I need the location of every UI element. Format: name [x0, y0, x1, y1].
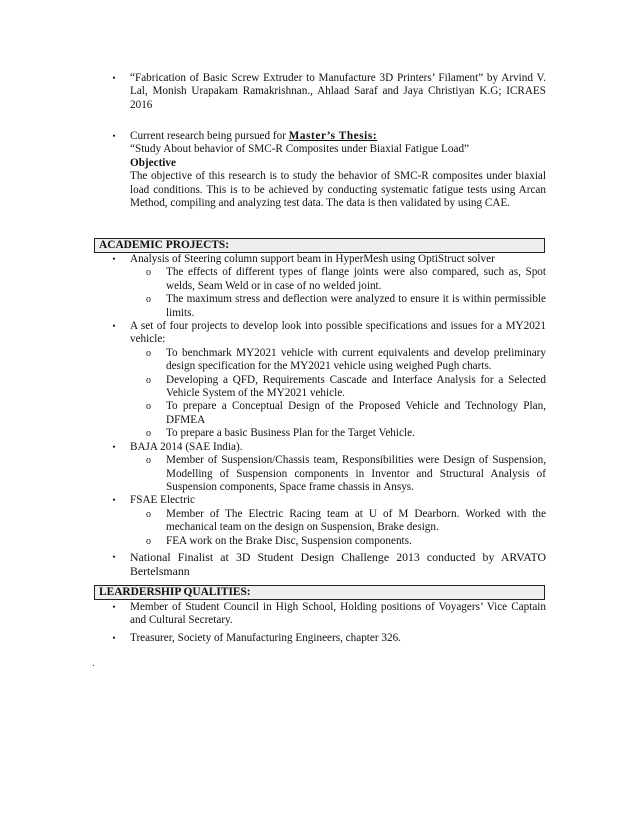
list-item	[94, 253, 546, 266]
project-text: A set of four projects to develop look into possible specifications and issues for a MY2021 vehicle:	[130, 320, 546, 346]
publication-block	[94, 72, 546, 112]
thesis-block	[94, 130, 546, 210]
sub-item-text: To prepare a basic Business Plan for the Target Vehicle.	[166, 427, 415, 440]
list-item	[94, 601, 546, 628]
sub-list-item	[94, 347, 546, 374]
sub-item-text: The maximum stress and deflection were analyzed to ensure it is within permissible limits.	[166, 293, 546, 319]
bullet-icon: •	[112, 441, 116, 452]
section-heading-academic-projects: ACADEMIC PROJECTS:	[94, 238, 545, 253]
bullet-icon: •	[112, 551, 116, 562]
circle-bullet-icon: o	[146, 508, 151, 520]
circle-bullet-icon: o	[146, 535, 151, 547]
list-item	[94, 632, 546, 645]
sub-item-text: Member of Suspension/Chassis team, Responsibilities were Design of Suspension, Modelling of Suspension components in Inventor and Structural Analysis of Suspension components, Space frame chassis in Ansys.	[166, 454, 546, 493]
section-heading-leadership: LEARDERSHIP QUALITIES:	[94, 585, 545, 600]
project-text: FSAE Electric	[130, 494, 195, 507]
sub-list-item	[94, 454, 546, 494]
sub-item-text: Developing a QFD, Requirements Cascade and Interface Analysis for a Selected Vehicle System of the MY2021 vehicle.	[166, 373, 546, 400]
bullet-icon: •	[112, 254, 116, 264]
bullet-icon: •	[112, 602, 116, 612]
thesis-title: “Study About behavior of SMC-R Composites under Biaxial Fatigue Load”	[130, 143, 470, 156]
list-item	[94, 550, 546, 579]
circle-bullet-icon: o	[146, 401, 151, 413]
sub-item-text: To prepare a Conceptual Design of the Proposed Vehicle and Technology Plan, DFMEA	[166, 400, 546, 426]
sub-item-text: Member of The Electric Racing team at U of M Dearborn. Worked with the mechanical team on the design on Suspension, Brake design.	[166, 507, 546, 534]
bullet-icon: •	[112, 495, 116, 506]
sub-item-text: FEA work on the Brake Disc, Suspension components.	[166, 534, 412, 547]
thesis-intro: Current research being pursued for	[130, 130, 286, 142]
sub-item-text: The effects of different types of flange joints were also compared, such as, Spot welds, Seam Weld or in case of no welded joint.	[166, 266, 546, 292]
list-item	[94, 320, 546, 347]
objective-heading: Objective	[130, 156, 176, 169]
circle-bullet-icon: o	[146, 455, 151, 467]
sub-list-item	[94, 266, 546, 293]
bullet-icon: •	[112, 131, 116, 141]
bullet-icon: •	[112, 632, 116, 643]
project-text: BAJA 2014 (SAE India).	[130, 440, 243, 453]
sub-list-item	[94, 508, 546, 535]
bullet-icon: •	[112, 321, 116, 332]
circle-bullet-icon: o	[146, 428, 151, 440]
circle-bullet-icon: o	[146, 294, 151, 306]
thesis-label: Master’s Thesis:	[288, 130, 378, 142]
leadership-text: Treasurer, Society of Manufacturing Engineers, chapter 326.	[130, 631, 401, 644]
publication-text: “Fabrication of Basic Screw Extruder to Manufacture 3D Printers’ Filament” by Arvind V. Lal, Monish Urapakam Ramakrishnan., Ahlaad Saraf and Jaya Christiyan K.G; ICRAES 2016	[130, 72, 546, 111]
circle-bullet-icon: o	[146, 347, 151, 359]
footer-mark: .	[92, 658, 95, 669]
project-text: National Finalist at 3D Student Design Challenge 2013 conducted by ARVATO Bertelsmann	[130, 549, 546, 579]
project-text: Analysis of Steering column support beam in HyperMesh using OptiStruct solver	[130, 253, 495, 265]
leadership-text: Member of Student Council in High School, Holding positions of Voyagers’ Vice Captain and Cultural Secretary.	[130, 601, 546, 627]
sub-list-item	[94, 535, 546, 548]
list-item	[94, 441, 546, 454]
circle-bullet-icon: o	[146, 374, 151, 386]
leadership-list	[94, 601, 546, 645]
objective-text: The objective of this research is to study the behavior of SMC-R composites under biaxial load conditions. This is to be achieved by conducting systematic fatigue tests using Arcan Method, compiling and analyzing test data. The data is then validated by using CAE.	[130, 170, 546, 210]
list-item	[94, 130, 546, 210]
list-item	[94, 494, 546, 507]
academic-projects-list	[94, 253, 546, 579]
sub-list-item	[94, 293, 546, 320]
list-item	[94, 72, 546, 112]
bullet-icon: •	[112, 73, 116, 83]
circle-bullet-icon: o	[146, 267, 151, 279]
sub-list-item	[94, 427, 546, 440]
sub-list-item	[94, 400, 546, 427]
sub-item-text: To benchmark MY2021 vehicle with current equivalents and develop preliminary design specification for the MY2021 vehicle using weighed Pugh charts.	[166, 346, 546, 373]
sub-list-item	[94, 374, 546, 401]
